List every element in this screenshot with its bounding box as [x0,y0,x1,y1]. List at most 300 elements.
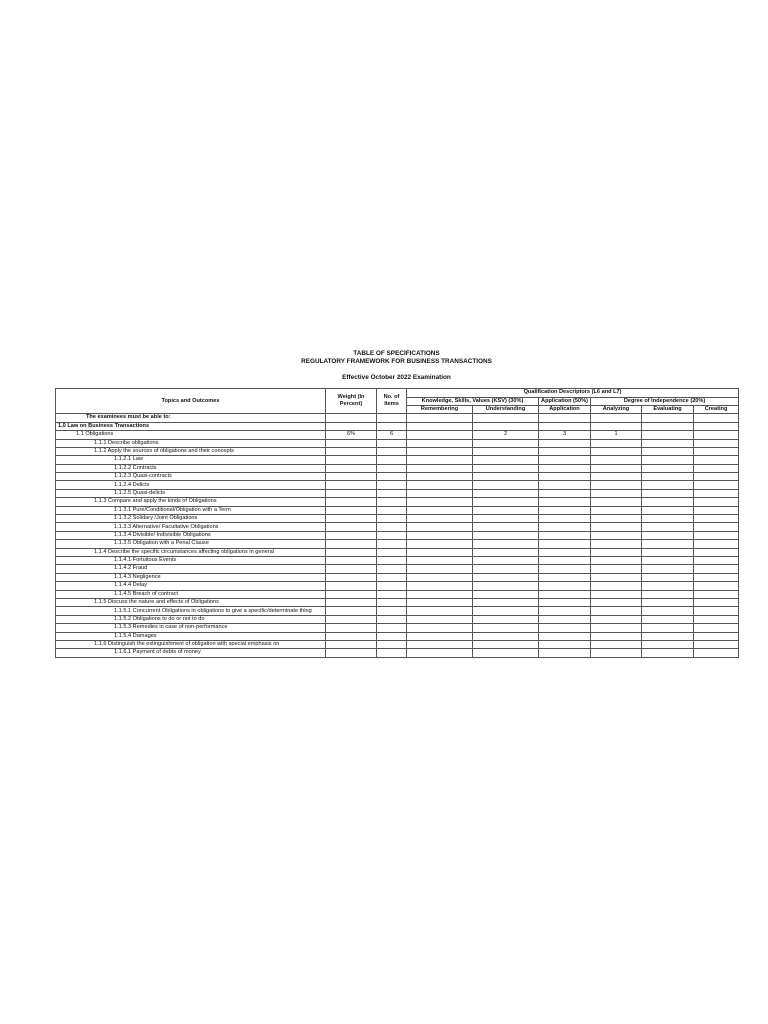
cell-analyzing [591,447,642,455]
table-row [56,431,739,439]
cell-application: 3 [539,431,591,439]
table-row [56,422,739,430]
cell-weight [326,447,377,455]
cell-creating [694,464,739,472]
cell-items [377,598,407,606]
cell-evaluating [642,598,694,606]
cell-weight [326,548,377,556]
cell-creating [694,473,739,481]
cell-creating [694,640,739,648]
cell-items [377,498,407,506]
table-row [56,573,739,581]
cell-evaluating [642,464,694,472]
cell-application [539,506,591,514]
table-body [56,414,739,657]
table-row [56,531,739,539]
cell-understanding [473,414,539,422]
cell-remembering [407,523,473,531]
cell-evaluating [642,615,694,623]
cell-evaluating [642,607,694,615]
cell-topic: 1.1.2.2 Contracts [56,464,326,472]
cell-understanding [473,590,539,598]
cell-items [377,649,407,657]
cell-weight [326,515,377,523]
cell-items [377,447,407,455]
cell-creating [694,590,739,598]
cell-creating [694,615,739,623]
cell-evaluating [642,422,694,430]
cell-creating [694,515,739,523]
cell-items [377,640,407,648]
cell-creating [694,431,739,439]
cell-remembering [407,540,473,548]
cell-evaluating [642,540,694,548]
cell-topic: 1.1.3 Compare and apply the kinds of Obligations [56,498,326,506]
table-row [56,565,739,573]
table-row [56,582,739,590]
cell-items [377,531,407,539]
cell-creating [694,607,739,615]
header-evaluating: Evaluating [642,405,694,413]
cell-application [539,649,591,657]
cell-items [377,464,407,472]
cell-weight [326,422,377,430]
cell-weight [326,414,377,422]
table-row [56,540,739,548]
table-row [56,473,739,481]
cell-creating [694,422,739,430]
cell-remembering [407,624,473,632]
table-row [56,481,739,489]
cell-evaluating [642,506,694,514]
cell-topic: 1.1.2.1 Law [56,456,326,464]
cell-topic: 1.1.4 Describe the specific circumstances affecting obligations in general [56,548,326,556]
cell-topic: 1.1.3.1 Pure/Conditional/Obligation with a Term [56,506,326,514]
cell-creating [694,565,739,573]
table-row [56,607,739,615]
cell-analyzing [591,481,642,489]
cell-remembering [407,498,473,506]
cell-items [377,557,407,565]
cell-creating [694,439,739,447]
cell-application [539,523,591,531]
cell-remembering [407,598,473,606]
cell-evaluating [642,557,694,565]
cell-items [377,607,407,615]
cell-analyzing [591,439,642,447]
cell-items [377,632,407,640]
cell-creating [694,540,739,548]
cell-application [539,632,591,640]
header-understanding: Understanding [473,405,539,413]
cell-understanding [473,531,539,539]
cell-remembering [407,615,473,623]
cell-weight [326,498,377,506]
cell-weight [326,582,377,590]
cell-weight: 6% [326,431,377,439]
table-row [56,498,739,506]
header-remembering: Remembering [407,405,473,413]
cell-topic: 1.1.5.4 Damages [56,632,326,640]
cell-understanding [473,422,539,430]
title-line-2: REGULATORY FRAMEWORK FOR BUSINESS TRANSACTIONS [301,357,492,365]
cell-weight [326,632,377,640]
cell-remembering [407,447,473,455]
cell-topic: 1.1.4.2 Fraud [56,565,326,573]
table-row [56,615,739,623]
cell-understanding [473,607,539,615]
cell-topic: 1.1.5.2 Obligations to do or not to do [56,615,326,623]
cell-remembering [407,515,473,523]
cell-evaluating [642,431,694,439]
cell-creating [694,481,739,489]
cell-weight [326,615,377,623]
cell-evaluating [642,515,694,523]
cell-understanding: 2 [473,431,539,439]
cell-understanding [473,624,539,632]
cell-weight [326,439,377,447]
cell-understanding [473,615,539,623]
cell-analyzing [591,615,642,623]
cell-topic: 1.1.4.5 Breach of contract [56,590,326,598]
cell-topic: 1.1.6 Distinguish the extinguishment of obligation with special emphasis on [56,640,326,648]
cell-analyzing [591,540,642,548]
cell-weight [326,590,377,598]
cell-items [377,489,407,497]
cell-remembering [407,590,473,598]
cell-understanding [473,506,539,514]
header-creating: Creating [694,405,739,413]
cell-weight [326,523,377,531]
cell-application [539,573,591,581]
cell-weight [326,531,377,539]
cell-remembering [407,531,473,539]
cell-creating [694,582,739,590]
cell-topic: The examinees must be able to: [56,414,326,422]
cell-application [539,422,591,430]
cell-evaluating [642,548,694,556]
cell-items [377,439,407,447]
cell-analyzing [591,624,642,632]
cell-evaluating [642,573,694,581]
cell-evaluating [642,582,694,590]
cell-understanding [473,598,539,606]
cell-weight [326,565,377,573]
cell-analyzing [591,464,642,472]
cell-topic: 1.1.2.4 Delicts [56,481,326,489]
cell-understanding [473,523,539,531]
cell-creating [694,506,739,514]
cell-application [539,557,591,565]
cell-understanding [473,447,539,455]
cell-analyzing [591,607,642,615]
cell-remembering [407,431,473,439]
cell-application [539,640,591,648]
cell-understanding [473,640,539,648]
table-row [56,447,739,455]
cell-weight [326,456,377,464]
cell-weight [326,598,377,606]
cell-weight [326,607,377,615]
cell-items [377,540,407,548]
cell-understanding [473,573,539,581]
cell-application [539,515,591,523]
cell-understanding [473,540,539,548]
cell-understanding [473,473,539,481]
cell-understanding [473,456,539,464]
cell-items [377,422,407,430]
cell-evaluating [642,498,694,506]
cell-understanding [473,489,539,497]
header-independence: Degree of Independence (20%) [591,397,739,405]
cell-creating [694,523,739,531]
cell-application [539,548,591,556]
cell-weight [326,557,377,565]
cell-remembering [407,607,473,615]
cell-evaluating [642,439,694,447]
table-row [56,624,739,632]
cell-weight [326,481,377,489]
cell-items [377,515,407,523]
cell-creating [694,598,739,606]
cell-topic: 1.0 Law on Business Transactions [56,422,326,430]
table-row [56,439,739,447]
cell-weight [326,640,377,648]
cell-evaluating [642,414,694,422]
cell-creating [694,456,739,464]
header-analyzing: Analyzing [591,405,642,413]
cell-evaluating [642,632,694,640]
cell-remembering [407,473,473,481]
cell-items [377,548,407,556]
cell-creating [694,557,739,565]
cell-application [539,473,591,481]
cell-items [377,506,407,514]
cell-understanding [473,548,539,556]
cell-application [539,540,591,548]
cell-weight [326,506,377,514]
cell-analyzing [591,548,642,556]
cell-evaluating [642,489,694,497]
cell-evaluating [642,481,694,489]
cell-topic: 1.1.3.5 Obligation with a Penal Clause [56,540,326,548]
cell-evaluating [642,473,694,481]
cell-application [539,582,591,590]
cell-topic: 1.1.1 Describe obligations [56,439,326,447]
table-row [56,598,739,606]
cell-topic: 1.1.3.2 Solidary /Joint Obligations [56,515,326,523]
cell-items [377,456,407,464]
cell-items [377,565,407,573]
cell-remembering [407,439,473,447]
table-row [56,414,739,422]
cell-application [539,598,591,606]
specifications-table [55,388,739,658]
cell-items [377,481,407,489]
cell-analyzing [591,598,642,606]
cell-topic: 1.1 Obligations [56,431,326,439]
cell-understanding [473,464,539,472]
cell-analyzing [591,565,642,573]
cell-application [539,464,591,472]
cell-items [377,414,407,422]
cell-remembering [407,632,473,640]
header-application-group: Application (50%) [539,397,591,405]
cell-weight [326,649,377,657]
cell-creating [694,489,739,497]
cell-analyzing [591,557,642,565]
cell-analyzing [591,515,642,523]
document-page [55,350,738,658]
cell-remembering [407,464,473,472]
table-row [56,632,739,640]
cell-analyzing [591,414,642,422]
cell-application [539,489,591,497]
cell-creating [694,548,739,556]
cell-understanding [473,557,539,565]
cell-analyzing [591,640,642,648]
cell-topic: 1.1.2.3 Quasi-contracts [56,473,326,481]
cell-topic: 1.1.4.1 Fortuitous Events [56,557,326,565]
table-row [56,506,739,514]
cell-understanding [473,632,539,640]
cell-weight [326,624,377,632]
cell-analyzing [591,506,642,514]
cell-remembering [407,422,473,430]
cell-application [539,414,591,422]
cell-application [539,481,591,489]
title-line-1: TABLE OF SPECIFICATIONS [353,350,440,357]
cell-understanding [473,498,539,506]
cell-evaluating [642,624,694,632]
cell-application [539,624,591,632]
cell-application [539,439,591,447]
header-weight: Weight (In Percent) [326,389,377,414]
cell-application [539,590,591,598]
cell-topic: 1.1.3.4 Divisible/ Indivisible Obligations [56,531,326,539]
cell-application [539,531,591,539]
table-row [56,523,739,531]
header-items: No. of Items [377,389,407,414]
cell-understanding [473,582,539,590]
cell-application [539,498,591,506]
table-row [56,548,739,556]
cell-creating [694,573,739,581]
cell-application [539,615,591,623]
cell-remembering [407,557,473,565]
cell-analyzing [591,489,642,497]
cell-evaluating [642,649,694,657]
cell-items [377,473,407,481]
cell-analyzing [591,456,642,464]
cell-evaluating [642,447,694,455]
cell-topic: 1.1.2 Apply the sources of obligations and their concepts [56,447,326,455]
cell-items: 6 [377,431,407,439]
cell-items [377,523,407,531]
cell-understanding [473,481,539,489]
cell-items [377,590,407,598]
cell-remembering [407,649,473,657]
cell-evaluating [642,565,694,573]
header-topics: Topics and Outcomes [56,389,326,414]
cell-remembering [407,640,473,648]
cell-topic: 1.1.6.1 Payment of debts of money [56,649,326,657]
table-row [56,557,739,565]
cell-application [539,565,591,573]
cell-creating [694,649,739,657]
table-row [56,456,739,464]
cell-analyzing [591,422,642,430]
cell-items [377,582,407,590]
cell-remembering [407,481,473,489]
cell-topic: 1.1.5 Discuss the nature and effects of Obligations [56,598,326,606]
cell-items [377,624,407,632]
cell-weight [326,540,377,548]
cell-topic: 1.1.5.3 Remedies in case of non-performance [56,624,326,632]
cell-creating [694,447,739,455]
table-row [56,464,739,472]
cell-creating [694,531,739,539]
cell-topic: 1.1.4.4 Delay [56,582,326,590]
header-qualification: Qualification Descriptors (L6 and L7) [407,389,739,397]
cell-creating [694,624,739,632]
cell-creating [694,414,739,422]
header-ksv: Knowledge, Skills, Values (KSV) (30%) [407,397,539,405]
cell-analyzing [591,573,642,581]
header-application: Application [539,405,591,413]
cell-remembering [407,565,473,573]
cell-application [539,447,591,455]
cell-topic: 1.1.4.3 Negligence [56,573,326,581]
cell-weight [326,489,377,497]
cell-topic: 1.1.3.3 Alternative/ Facultative Obligations [56,523,326,531]
cell-remembering [407,506,473,514]
cell-understanding [473,515,539,523]
cell-remembering [407,582,473,590]
cell-application [539,607,591,615]
cell-analyzing [591,523,642,531]
cell-items [377,615,407,623]
table-row [56,489,739,497]
table-row [56,515,739,523]
cell-analyzing [591,590,642,598]
cell-analyzing: 1 [591,431,642,439]
cell-application [539,456,591,464]
cell-evaluating [642,531,694,539]
cell-remembering [407,548,473,556]
cell-remembering [407,456,473,464]
cell-analyzing [591,531,642,539]
cell-creating [694,632,739,640]
cell-understanding [473,565,539,573]
cell-evaluating [642,590,694,598]
cell-analyzing [591,473,642,481]
cell-analyzing [591,498,642,506]
document-title [55,350,738,365]
cell-remembering [407,573,473,581]
cell-topic: 1.1.5.1 Concurrent Obligations in obligations to give a specific/determinate thing [56,607,326,615]
cell-analyzing [591,632,642,640]
cell-understanding [473,649,539,657]
table-row [56,640,739,648]
cell-analyzing [591,582,642,590]
cell-evaluating [642,523,694,531]
cell-topic: 1.1.2.5 Quasi-delicts [56,489,326,497]
cell-understanding [473,439,539,447]
cell-remembering [407,414,473,422]
table-row [56,590,739,598]
cell-weight [326,473,377,481]
